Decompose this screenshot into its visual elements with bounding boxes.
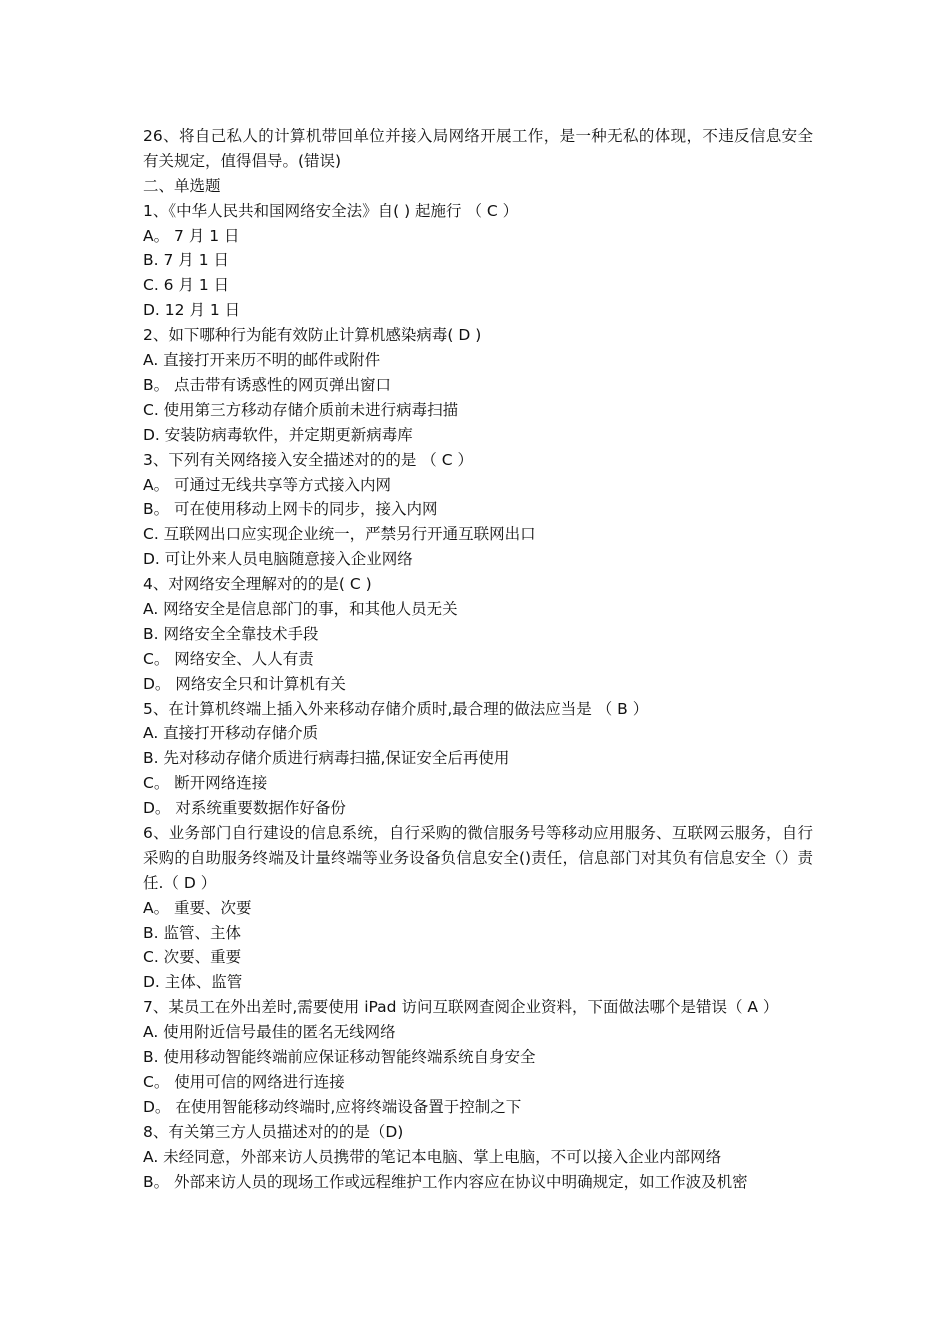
q6-option-b: B. 监管、主体: [143, 923, 241, 942]
question-1: 1、《中华人民共和国网络安全法》自( ) 起施行 （ C ）: [143, 201, 519, 220]
question-8: 8、有关第三方人员描述对的的是（D): [143, 1122, 404, 1141]
question-7: 7、某员工在外出差时,需要使用 iPad 访问互联网查阅企业资料，下面做法哪个是错误（ A ）: [143, 998, 779, 1017]
q1-option-a: A。 7 月 1 日: [143, 226, 240, 245]
q7-option-d: D。 在使用智能移动终端时,应将终端设备置于控制之下: [143, 1097, 522, 1116]
section-heading: 二、单选题: [143, 176, 221, 195]
q5-option-d: D。 对系统重要数据作好备份: [143, 799, 346, 818]
question-6: 6、业务部门自行建设的信息系统，自行采购的微信服务号等移动应用服务、互联网云服务，自行采购的自助服务终端及计量终端等业务设备负信息安全()责任，信息部门对其负有信息安全（）责任.（ D ）: [143, 823, 813, 892]
q2-option-c: C. 使用第三方移动存储介质前未进行病毒扫描: [143, 400, 459, 419]
q1-option-d: D. 12 月 1 日: [143, 301, 241, 320]
q6-option-a: A。 重要、次要: [143, 898, 252, 917]
q3-option-b: B。 可在使用移动上网卡的同步，接入内网: [143, 500, 438, 519]
q7-option-a: A. 使用附近信号最佳的匿名无线网络: [143, 1023, 396, 1042]
q4-option-c: C。 网络安全、人人有责: [143, 649, 314, 668]
q2-option-b: B。 点击带有诱惑性的网页弹出窗口: [143, 375, 392, 394]
q2-option-a: A. 直接打开来历不明的邮件或附件: [143, 351, 381, 370]
document-page: [143, 124, 813, 1194]
question-3: 3、下列有关网络接入安全描述对的的是 （ C ）: [143, 450, 473, 469]
question-5: 5、在计算机终端上插入外来移动存储介质时,最合理的做法应当是 （ B ）: [143, 699, 649, 718]
q5-option-c: C。 断开网络连接: [143, 774, 268, 793]
q6-option-d: D. 主体、监管: [143, 973, 243, 992]
q4-option-a: A. 网络安全是信息部门的事，和其他人员无关: [143, 599, 458, 618]
q8-option-a: A. 未经同意，外部来访人员携带的笔记本电脑、掌上电脑，不可以接入企业内部网络: [143, 1147, 722, 1166]
q3-option-a: A。 可通过无线共享等方式接入内网: [143, 475, 392, 494]
q3-option-c: C. 互联网出口应实现企业统一，严禁另行开通互联网出口: [143, 525, 536, 544]
question-2: 2、如下哪种行为能有效防止计算机感染病毒( D ): [143, 326, 482, 345]
question-26: 26、将自己私人的计算机带回单位并接入局网络开展工作，是一种无私的体现，不违反信息安全有关规定，值得倡导。(错误): [143, 127, 813, 170]
q2-option-d: D. 安装防病毒软件，并定期更新病毒库: [143, 425, 413, 444]
q5-option-a: A. 直接打开移动存储介质: [143, 724, 319, 743]
q4-option-b: B. 网络安全全靠技术手段: [143, 624, 319, 643]
question-4: 4、对网络安全理解对的的是( C ): [143, 575, 372, 594]
q7-option-c: C。 使用可信的网络进行连接: [143, 1072, 345, 1091]
q5-option-b: B. 先对移动存储介质进行病毒扫描,保证安全后再使用: [143, 749, 510, 768]
q1-option-b: B. 7 月 1 日: [143, 251, 229, 270]
q8-option-b: B。 外部来访人员的现场工作或远程维护工作内容应在协议中明确规定，如工作波及机密: [143, 1172, 748, 1191]
q4-option-d: D。 网络安全只和计算机有关: [143, 674, 346, 693]
q3-option-d: D. 可让外来人员电脑随意接入企业网络: [143, 550, 413, 569]
q7-option-b: B. 使用移动智能终端前应保证移动智能终端系统自身安全: [143, 1048, 536, 1067]
q1-option-c: C. 6 月 1 日: [143, 276, 230, 295]
q6-option-c: C. 次要、重要: [143, 948, 242, 967]
